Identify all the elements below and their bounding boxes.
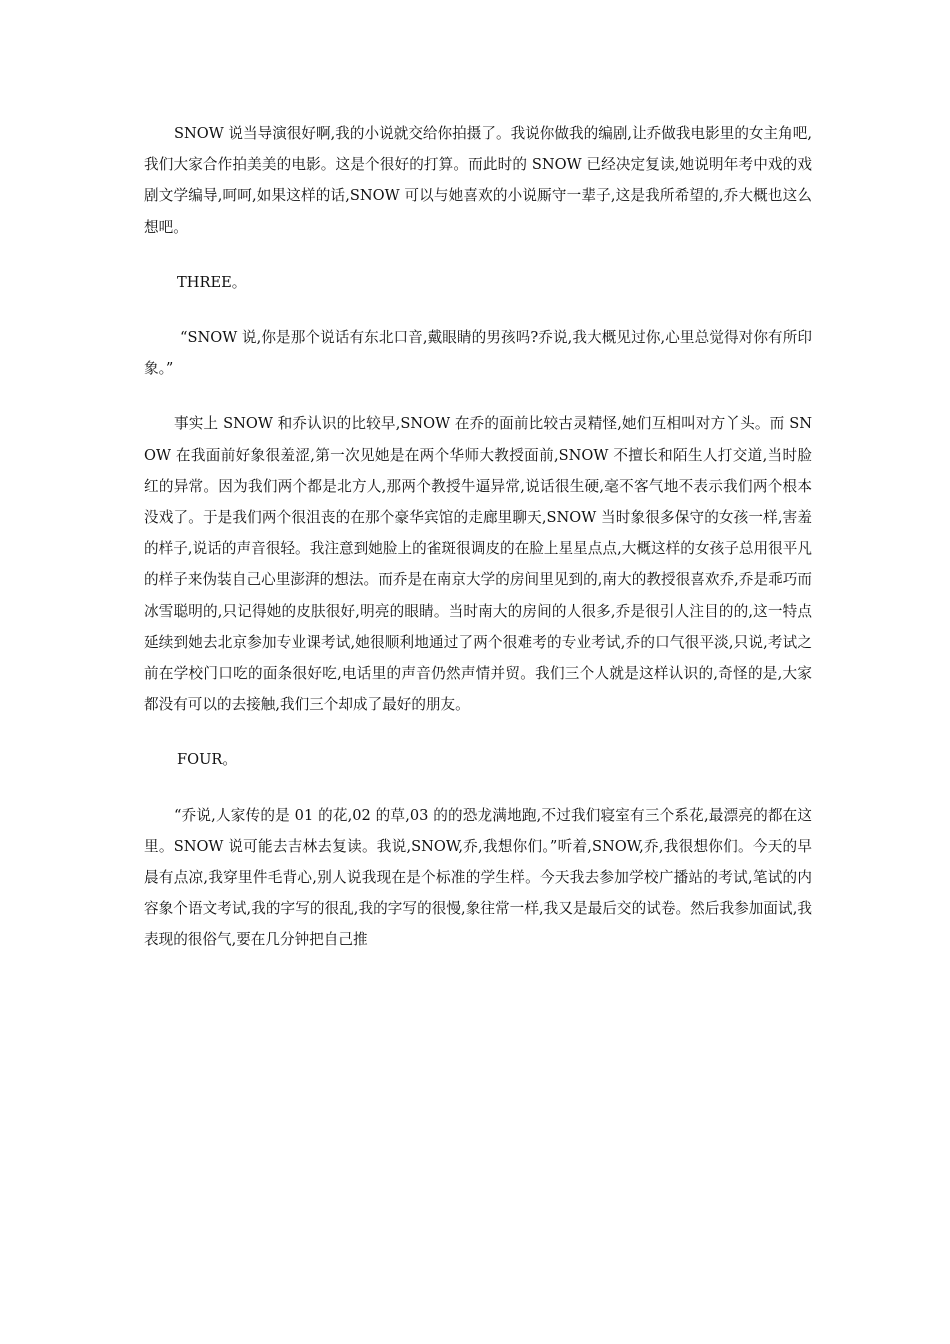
body-paragraph: SNOW 说当导演很好啊,我的小说就交给你拍摄了。我说你做我的编剧,让乔做我电影里的女主角吧,我们大家合作拍美美的电影。这是个很好的打算。而此时的 SNOW 已经决定复读,她说明年考中戏的戏剧文学编导,呵呵,如果这样的话,SNOW 可以与她喜欢的小说厮守一辈子,这是我所希望的,乔大概也这么想吧。 bbox=[144, 125, 812, 236]
body-paragraph: 事实上 SNOW 和乔认识的比较早,SNOW 在乔的面前比较古灵精怪,她们互相叫对方丫头。而 SNOW 在我面前好象很羞涩,第一次见她是在两个华师大教授面前,SNOW 不擅长和陌生人打交道,当时脸红的异常。因为我们两个都是北方人,那两个教授牛逼异常,说话很生硬,毫不客气地不表示我们两个根本没戏了。于是我们两个很沮丧的在那个豪华宾馆的走廊里聊天,SNOW 当时象很多保守的女孩一样,害羞的样子,说话的声音很轻。我注意到她脸上的雀斑很调皮的在脸上星星点点,大概这样的女孩子总用很平凡的样子来伪装自己心里澎湃的想法。而乔是在南京大学的房间里见到的,南大的教授很喜欢乔,乔是乖巧而冰雪聪明的,只记得她的皮肤很好,明亮的眼睛。当时南大的房间的人很多,乔是很引人注目的的,这一特点延续到她去北京参加专业课考试,她很顺利地通过了两个很难考的专业考试,乔的口气很平淡,只说,考试之前在学校门口吃的面条很好吃,电话里的声音仍然声情并贸。我们三个人就是这样认识的,奇怪的是,大家都没有可以的去接触,我们三个却成了最好的朋友。 bbox=[144, 415, 812, 714]
body-paragraph: “乔说,人家传的是 01 的花,02 的草,03 的的恐龙满地跑,不过我们寝室有三个系花,最漂亮的都在这里。SNOW 说可能去吉林去复读。我说,SNOW,乔,我想你们。”听着,SNOW,乔,我很想你们。今天的早晨有点凉,我穿里件毛背心,别人说我现在是个标准的学生样。今天我去参加学校广播站的考试,笔试的内容象个语文考试,我的字写的很乱,我的字写的很慢,象往常一样,我又是最后交的试卷。然后我参加面试,我表现的很俗气,要在几分钟把自己推 bbox=[144, 806, 812, 949]
section-heading-three: THREE。 bbox=[177, 273, 247, 291]
document-page bbox=[144, 118, 812, 956]
quote-paragraph: “SNOW 说,你是那个说话有东北口音,戴眼睛的男孩吗?乔说,我大概见过你,心里总觉得对你有所印象。” bbox=[144, 329, 812, 378]
section-heading-four: FOUR。 bbox=[177, 751, 237, 769]
